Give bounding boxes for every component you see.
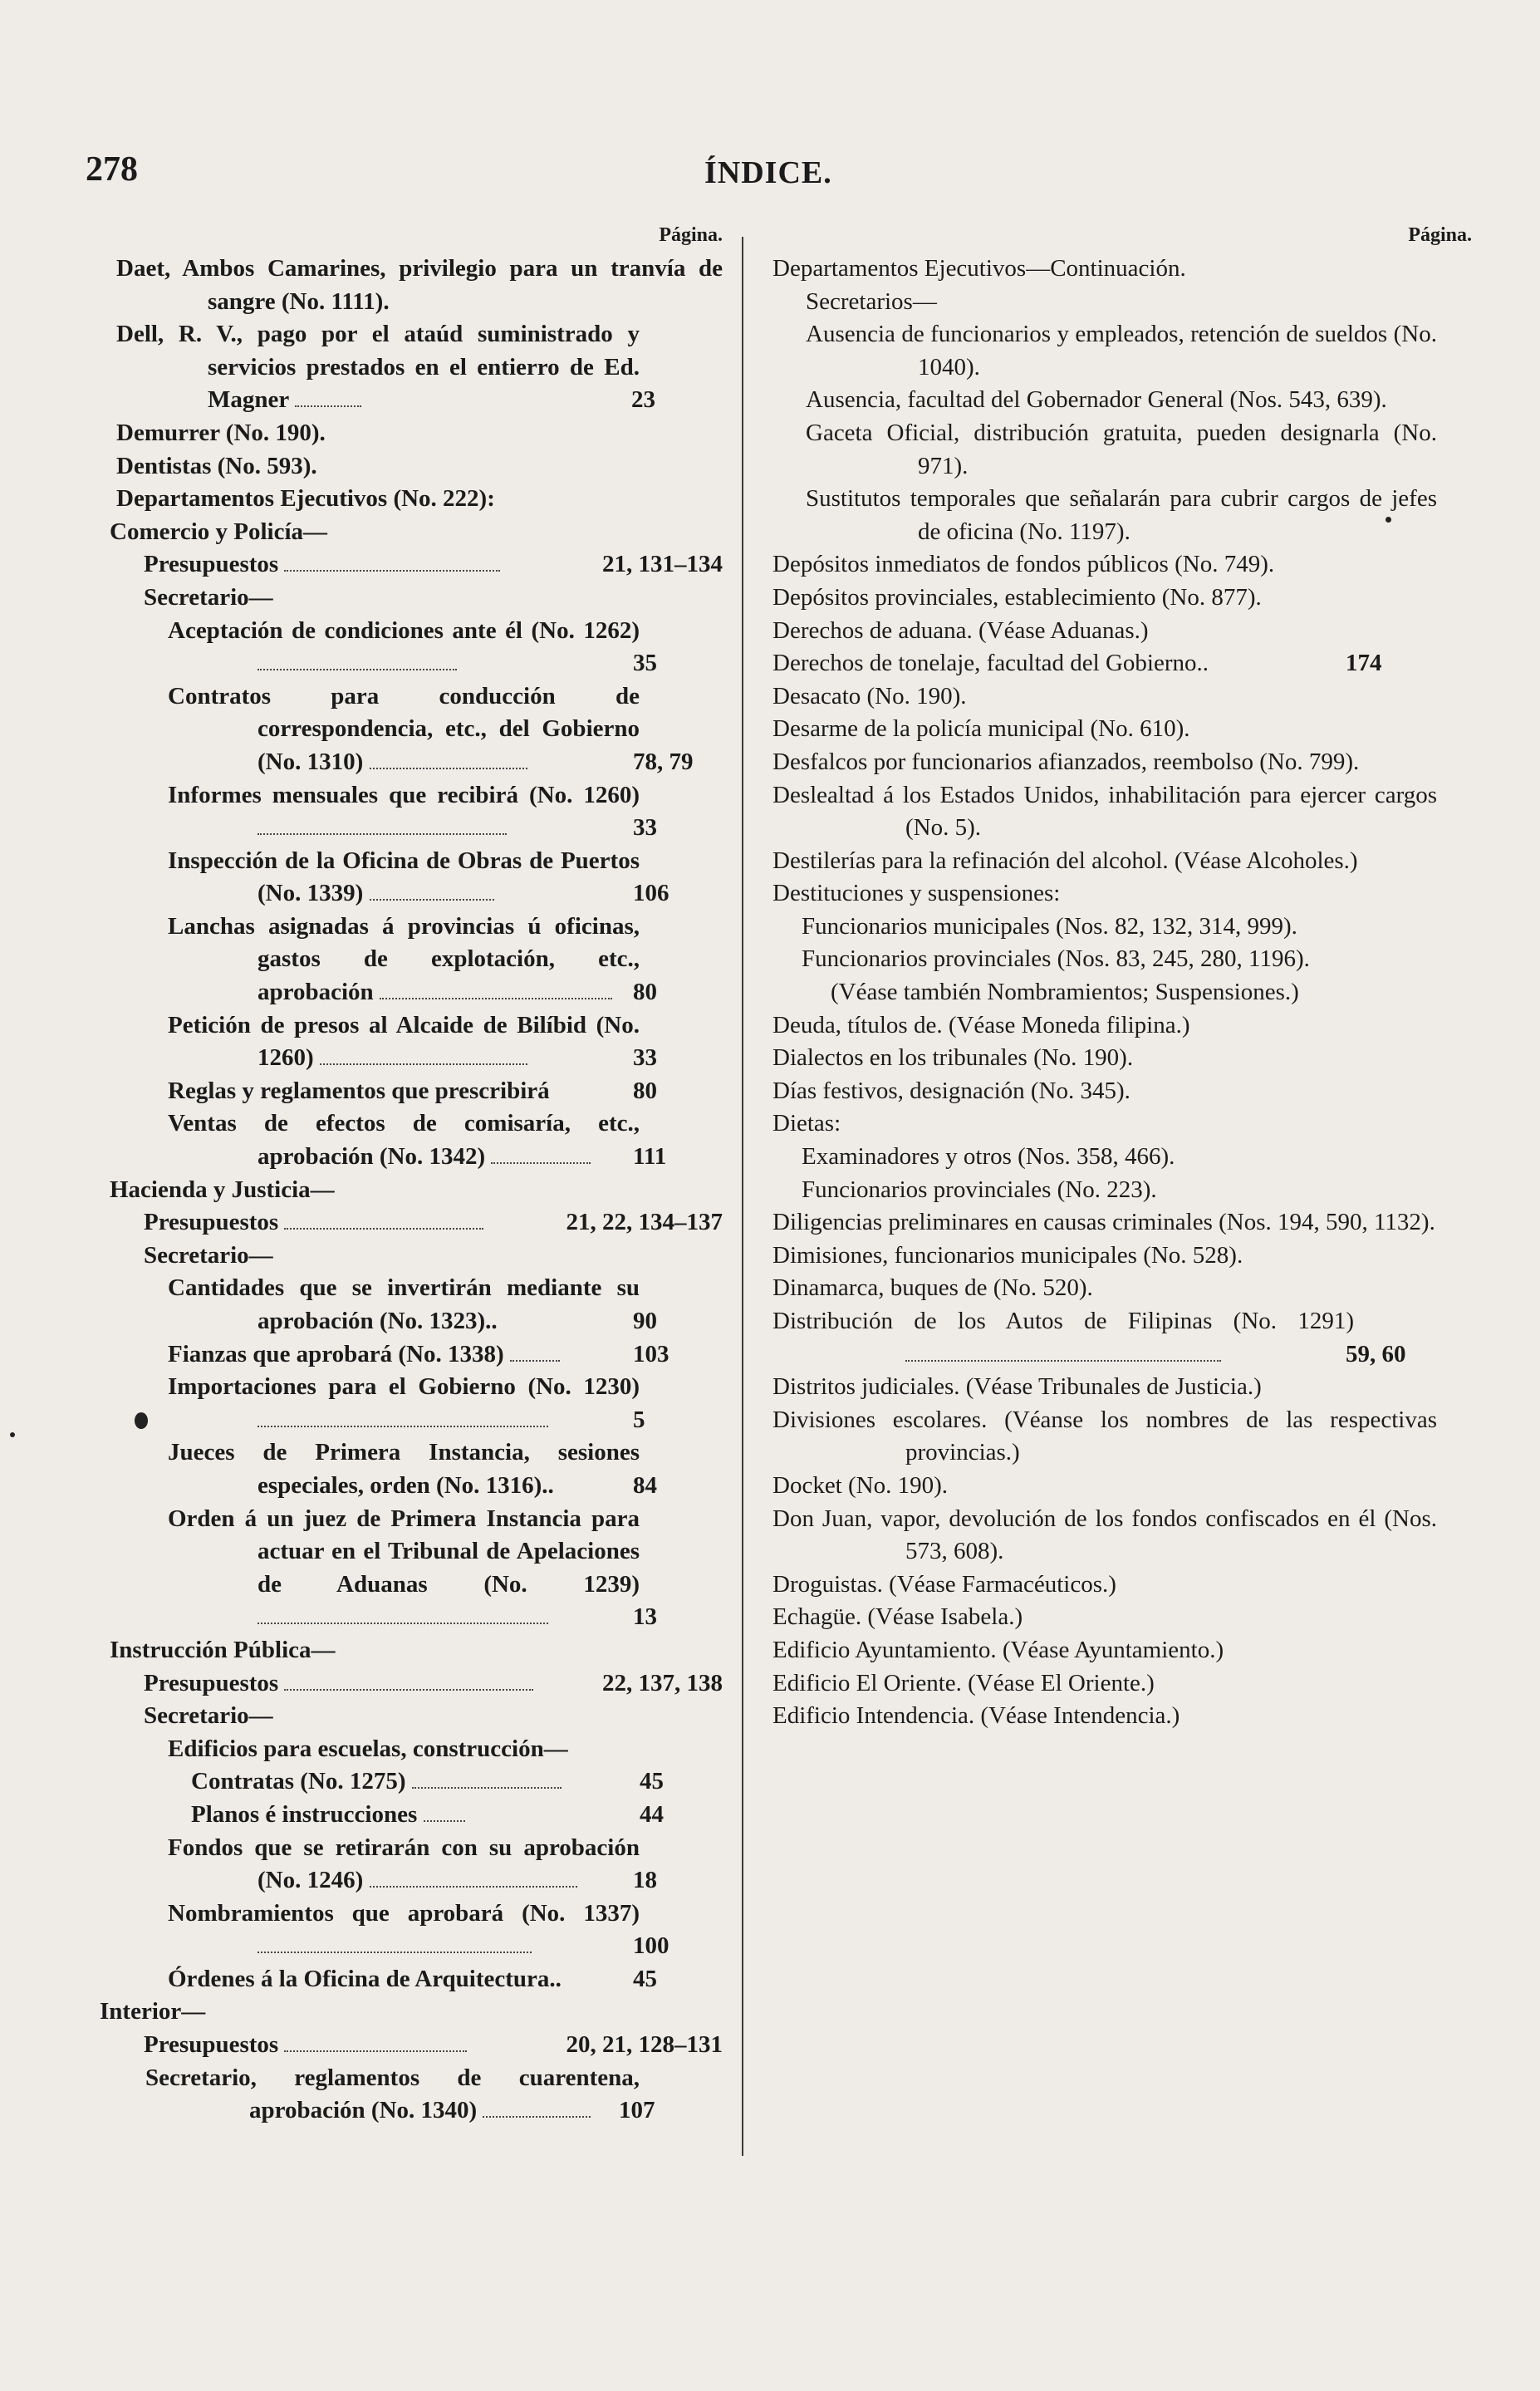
index-entry: Dell, R. V., pago por el ataúd suministrado y servicios prestados en el entierro de Ed. Magner 23 (116, 321, 655, 414)
index-subentry: Inspección de la Oficina de Obras de Puertos (No. 1339) 106 (168, 847, 669, 907)
page-column-label: Página. (659, 224, 723, 246)
index-subentry: Comercio y Policía— (110, 518, 328, 545)
index-subentry: (Véase también Nombramientos; Suspensiones.) (831, 979, 1299, 1006)
index-entry: Divisiones escolares. (Véanse los nombres de las respectivas provincias.) (772, 1406, 1437, 1466)
index-subentry: Instrucción Pública— (110, 1636, 336, 1663)
page-column-label: Página. (1408, 224, 1472, 246)
index-subentry: Ventas de efectos de comisaría, etc., aprobación (No. 1342) 111 (168, 1110, 667, 1171)
index-subentry: Reglas y reglamentos que prescribirá 80 (168, 1077, 657, 1104)
index-entry: Desacato (No. 190). (772, 682, 967, 709)
index-entry: Edificio Intendencia. (Véase Intendencia.) (772, 1702, 1180, 1730)
page-ref: 21, 131–134 (602, 551, 723, 578)
index-entry: Diligencias preliminares en causas criminales (Nos. 194, 590, 1132). (772, 1209, 1435, 1236)
index-entry: Destilerías para la refinación del alcohol. (Véase Alcoholes.) (772, 847, 1358, 874)
index-entry: Droguistas. (Véase Farmacéuticos.) (772, 1570, 1116, 1598)
index-subentry: Lanchas asignadas á provincias ú oficinas, gastos de explotación, etc., aprobación 80 (168, 912, 657, 1006)
index-subentry: Órdenes á la Oficina de Arquitectura.. 45 (168, 1965, 657, 1992)
index-subentry: Funcionarios provinciales (No. 223). (802, 1176, 1157, 1203)
index-entry: Dentistas (No. 593). (116, 452, 317, 479)
page-title: ÍNDICE. (704, 155, 832, 190)
index-subentry: Secretario— (144, 583, 273, 611)
running-header (0, 150, 1540, 199)
column-divider (742, 237, 743, 2156)
index-subentry: Informes mensuales que recibirá (No. 1260) 33 (168, 781, 657, 842)
index-entry: Deslealtad á los Estados Unidos, inhabilitación para ejercer cargos (No. 5). (772, 781, 1437, 842)
index-entry: Desfalcos por funcionarios afianzados, reembolso (No. 799). (772, 748, 1360, 775)
page-number: 278 (86, 150, 138, 189)
index-subentry: Secretarios— (806, 287, 937, 315)
index-subentry: Fianzas que aprobará (No. 1338) 103 (168, 1340, 669, 1367)
index-subentry: Secretario— (144, 1241, 273, 1269)
ink-spot (1386, 517, 1391, 523)
index-entry: Depósitos inmediatos de fondos públicos (No. 749). (772, 551, 1275, 578)
right-column (772, 224, 1472, 1733)
index-subentry: Presupuestos 22, 137, 138 (83, 1667, 723, 1701)
index-subentry: Petición de presos al Alcaide de Bilíbid (No. 1260) 33 (168, 1011, 657, 1072)
index-subentry: Aceptación de condiciones ante él (No. 1262) 35 (168, 616, 657, 677)
index-subentry: Secretario— (144, 1702, 273, 1730)
index-subentry: Funcionarios provinciales (Nos. 83, 245, 280, 1196). (802, 945, 1310, 973)
index-subentry: Presupuestos 20, 21, 128–131 (83, 2029, 723, 2062)
index-entry: Destituciones y suspensiones: (772, 880, 1061, 907)
index-entry: Dietas: (772, 1110, 841, 1137)
index-subentry: Jueces de Primera Instancia, sesiones especiales, orden (No. 1316).. 84 (168, 1439, 657, 1499)
index-entry: Deuda, títulos de. (Véase Moneda filipina.) (772, 1011, 1190, 1038)
page-ref: 20, 21, 128–131 (566, 2031, 723, 2059)
index-entry: Docket (No. 190). (772, 1471, 949, 1499)
index-subentry: Importaciones para el Gobierno (No. 1230) 5 (168, 1373, 645, 1433)
index-entry: Dialectos en los tribunales (No. 190). (772, 1044, 1134, 1072)
index-entry: Departamentos Ejecutivos (No. 222): (116, 485, 495, 513)
index-subentry: Secretario, reglamentos de cuarentena, aprobación (No. 1340) 107 (145, 2064, 655, 2124)
index-entry: Echagüe. (Véase Isabela.) (772, 1603, 1023, 1631)
left-column (83, 224, 723, 2128)
index-entry: Distribución de los Autos de Filipinas (No. 1291) 59, 60 (772, 1308, 1406, 1367)
ink-spot (135, 1412, 148, 1429)
index-entry: Derechos de aduana. (Véase Aduanas.) (772, 616, 1149, 644)
index-subentry: Contratos para conducción de correspondencia, etc., del Gobierno (No. 1310) 78, 79 (168, 682, 694, 775)
index-subentry: Fondos que se retirarán con su aprobación (No. 1246) 18 (168, 1834, 657, 1894)
index-subentry: Edificios para escuelas, construcción— (168, 1735, 568, 1762)
index-entry: Desarme de la policía municipal (No. 610). (772, 715, 1190, 743)
index-entry: Depósitos provinciales, establecimiento (No. 877). (772, 583, 1262, 611)
index-entry: Dinamarca, buques de (No. 520). (772, 1274, 1093, 1302)
index-subentry: Interior— (100, 1998, 206, 2025)
index-subentry: Ausencia, facultad del Gobernador General (Nos. 543, 639). (806, 386, 1387, 414)
index-subentry: Gaceta Oficial, distribución gratuita, pueden designarla (No. 971). (806, 419, 1437, 479)
page-ref: 22, 137, 138 (602, 1669, 723, 1696)
index-subentry: Ausencia de funcionarios y empleados, retención de sueldos (No. 1040). (806, 321, 1437, 380)
index-subentry: Planos é instrucciones 44 (191, 1800, 664, 1828)
index-subentry: Presupuestos 21, 131–134 (83, 548, 723, 582)
index-subentry: Examinadores y otros (Nos. 358, 466). (802, 1143, 1175, 1171)
index-entry: Edificio Ayuntamiento. (Véase Ayuntamiento.) (772, 1636, 1224, 1663)
index-subentry: Sustitutos temporales que señalarán para cubrir cargos de jefes de oficina (No. 1197). (806, 485, 1437, 545)
index-entry: Derechos de tonelaje, facultad del Gobierno.. 174 (772, 650, 1382, 677)
index-entry: Demurrer (No. 190). (116, 419, 326, 446)
index-subentry: Nombramientos que aprobará (No. 1337) 100 (168, 1899, 669, 1960)
index-subentry: Orden á un juez de Primera Instancia para actuar en el Tribunal de Apelaciones de Aduanas (No. 1239) 13 (168, 1505, 657, 1631)
index-entry: Dimisiones, funcionarios municipales (No. 528). (772, 1241, 1243, 1269)
index-entry: Daet, Ambos Camarines, privilegio para un tranvía de sangre (No. 1111). (116, 255, 723, 315)
index-entry: Don Juan, vapor, devolución de los fondos confiscados en él (Nos. 573, 608). (772, 1505, 1437, 1565)
index-subentry: Cantidades que se invertirán mediante su aprobación (No. 1323).. 90 (168, 1274, 657, 1334)
index-subentry: Presupuestos 21, 22, 134–137 (83, 1206, 723, 1240)
page-ref: 21, 22, 134–137 (566, 1209, 723, 1236)
index-subentry: Hacienda y Justicia— (110, 1176, 335, 1203)
ink-spot (10, 1432, 15, 1437)
index-entry: Edificio El Oriente. (Véase El Oriente.) (772, 1669, 1155, 1696)
index-entry: Departamentos Ejecutivos—Continuación. (772, 255, 1186, 282)
index-entry: Días festivos, designación (No. 345). (772, 1077, 1130, 1104)
index-subentry: Contratas (No. 1275) 45 (191, 1768, 664, 1795)
index-subentry: Funcionarios municipales (Nos. 82, 132, 314, 999). (802, 912, 1297, 940)
index-entry: Distritos judiciales. (Véase Tribunales de Justicia.) (772, 1373, 1262, 1401)
